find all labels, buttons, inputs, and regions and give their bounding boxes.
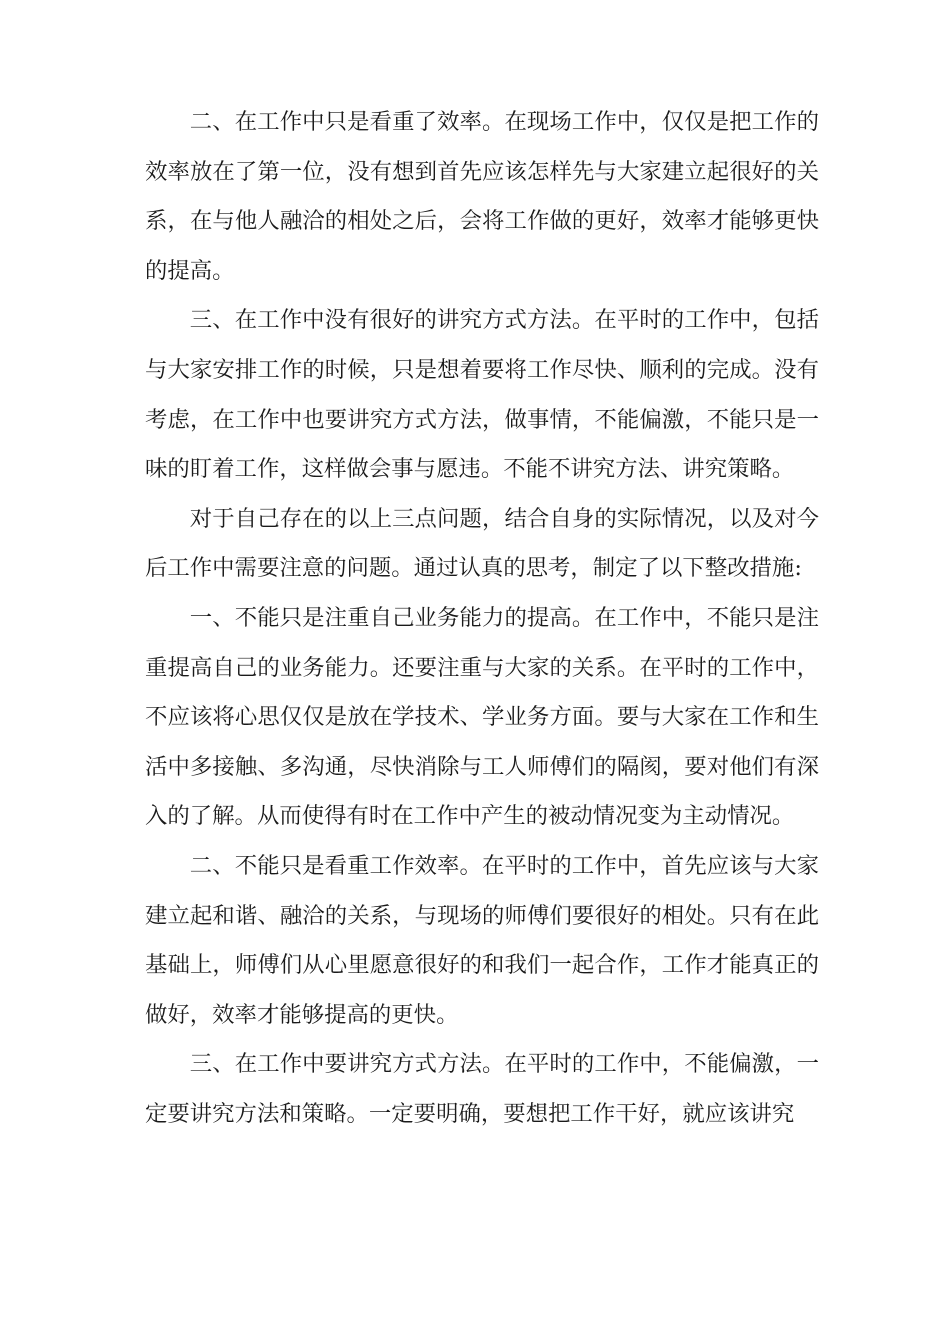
paragraph-measure-one: 一、不能只是注重自己业务能力的提高。在工作中，不能只是注重提高自己的业务能力。还要注重与大家的关系。在平时的工作中，不应该将心思仅仅是放在学技术、学业务方面。要与大家在工作和生活中多接触、多沟通，尽快消除与工人师傅们的隔阂，要对他们有深入的了解。从而使得有时在工作中产生的被动情况变为主动情况。 bbox=[145, 604, 819, 830]
paragraph-measure-two: 二、不能只是看重工作效率。在平时的工作中，首先应该与大家建立起和谐、融洽的关系，与现场的师傅们要很好的相处。只有在此基础上，师傅们从心里愿意很好的和我们一起合作，工作才能真正的做好，效率才能够提高的更快。 bbox=[145, 852, 819, 1028]
paragraph-measure-three: 三、在工作中要讲究方式方法。在平时的工作中，不能偏激，一定要讲究方法和策略。一定要明确，要想把工作干好，就应该讲究 bbox=[145, 1051, 819, 1127]
paragraph-method-issue: 三、在工作中没有很好的讲究方式方法。在平时的工作中，包括与大家安排工作的时候，只是想着要将工作尽快、顺利的完成。没有考虑，在工作中也要讲究方式方法，做事情，不能偏激，不能只是一味的盯着工作，这样做会事与愿违。不能不讲究方法、讲究策略。 bbox=[145, 307, 819, 483]
paragraph-efficiency-issue: 二、在工作中只是看重了效率。在现场工作中，仅仅是把工作的效率放在了第一位，没有想到首先应该怎样先与大家建立起很好的关系，在与他人融洽的相处之后，会将工作做的更好，效率才能够更快的提高。 bbox=[145, 109, 819, 284]
document-body bbox=[145, 98, 819, 1139]
paragraph-summary-intro: 对于自己存在的以上三点问题，结合自身的实际情况，以及对今后工作中需要注意的问题。通过认真的思考，制定了以下整改措施: bbox=[145, 505, 819, 582]
